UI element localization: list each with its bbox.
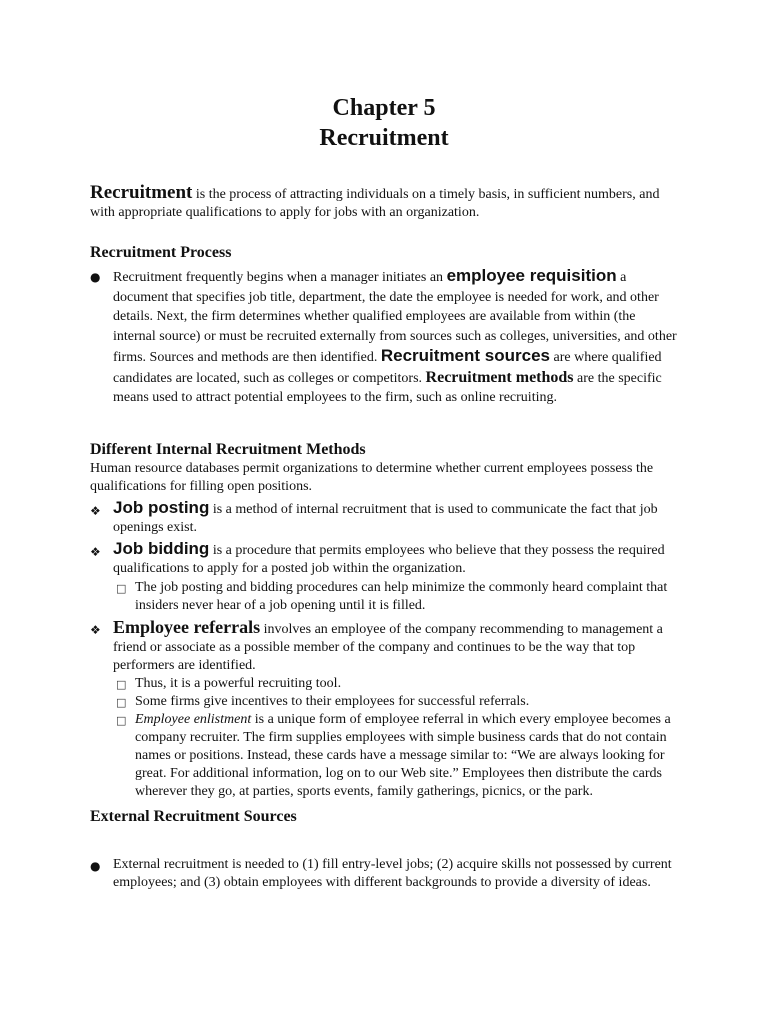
section-heading-internal: Different Internal Recruitment Methods	[90, 441, 366, 458]
checkbox-bullet: □	[116, 678, 127, 691]
bullet-dot: ●	[90, 859, 101, 873]
term-employee-referrals: Employee referrals	[113, 617, 261, 637]
intro-text: is the process of attracting individuals on a timely basis, in sufficient numbers, and with appropriate qualifications to apply for jobs with an organization.	[90, 187, 660, 220]
process-text-2: a document that specifies job title, department, the date the employee is needed for work, and other details. Next, the firm determines whether qualified employees are available from within (the internal source) or must be recruited externally from sources such as colleges, universities, and other firms. Sources and methods are then identified.	[113, 270, 677, 365]
external-paragraph: External recruitment is needed to (1) fill entry-level jobs; (2) acquire skills not possessed by current employees; and (3) obtain employees with different backgrounds to provide a diversity of ideas.	[113, 857, 672, 890]
referrals-sub-1: Thus, it is a powerful recruiting tool.	[135, 676, 342, 691]
checkbox-bullet: □	[116, 696, 127, 709]
job-posting-text: is a method of internal recruitment that is used to communicate the fact that job openings exist.	[113, 502, 658, 535]
enlistment-text: is a unique form of employee referral in which every employee becomes a company recruiter. The firm supplies employees with simple business cards that do not contain names or positions. Instead, these cards have a message similar to: “We are always looking for great. For additional information, log on to our Web site.” Employees then distribute the cards wherever they go, at parties, sports events, family gatherings, picnics, or the park.	[135, 712, 671, 799]
term-job-bidding: Job bidding	[113, 539, 210, 558]
referrals-item	[113, 618, 680, 675]
chapter-number: Chapter 5	[332, 95, 436, 121]
intro-paragraph	[90, 184, 680, 222]
diamond-bullet: ❖	[90, 504, 101, 518]
process-text-3: are where qualified candidates are located, such as colleges or competitors.	[113, 350, 662, 386]
process-text-4: are the specific means used to attract potential employees to the firm, such as online recruiting.	[113, 370, 662, 405]
section-heading-process: Recruitment Process	[90, 244, 232, 261]
chapter-title: Recruitment	[319, 125, 449, 151]
process-text-1: Recruitment frequently begins when a manager initiates an	[113, 270, 447, 285]
diamond-bullet: ❖	[90, 545, 101, 559]
job-bidding-item	[113, 540, 680, 578]
process-paragraph	[113, 266, 680, 408]
bidding-sub-item: The job posting and bidding procedures can help minimize the commonly heard complaint that insiders never hear of a job opening until it is filled.	[135, 580, 668, 613]
term-employee-requisition: employee requisition	[446, 266, 617, 285]
checkbox-bullet: □	[116, 714, 127, 727]
checkbox-bullet: □	[116, 582, 127, 595]
diamond-bullet: ❖	[90, 623, 101, 637]
section-heading-external: External Recruitment Sources	[90, 808, 297, 825]
term-employee-enlistment: Employee enlistment	[135, 712, 252, 727]
internal-intro: Human resource databases permit organizations to determine whether current employees possess the qualifications for filling open positions.	[90, 461, 654, 494]
term-recruitment-methods: Recruitment methods	[425, 368, 574, 386]
term-recruitment-sources: Recruitment sources	[380, 346, 550, 365]
job-bidding-text: is a procedure that permits employees who believe that they possess the required qualifications to apply for a posted job within the organization.	[113, 543, 665, 576]
intro-term: Recruitment	[90, 182, 193, 203]
referrals-sub-2: Some firms give incentives to their employees for successful referrals.	[135, 694, 530, 709]
referrals-sub-3	[135, 711, 680, 801]
bullet-dot: ●	[90, 270, 101, 284]
term-job-posting: Job posting	[113, 498, 210, 517]
referrals-text: involves an employee of the company recommending to management a friend or associate as a possible member of the company and continues to be the way that top performers are identified.	[113, 622, 663, 673]
job-posting-item	[113, 499, 680, 537]
